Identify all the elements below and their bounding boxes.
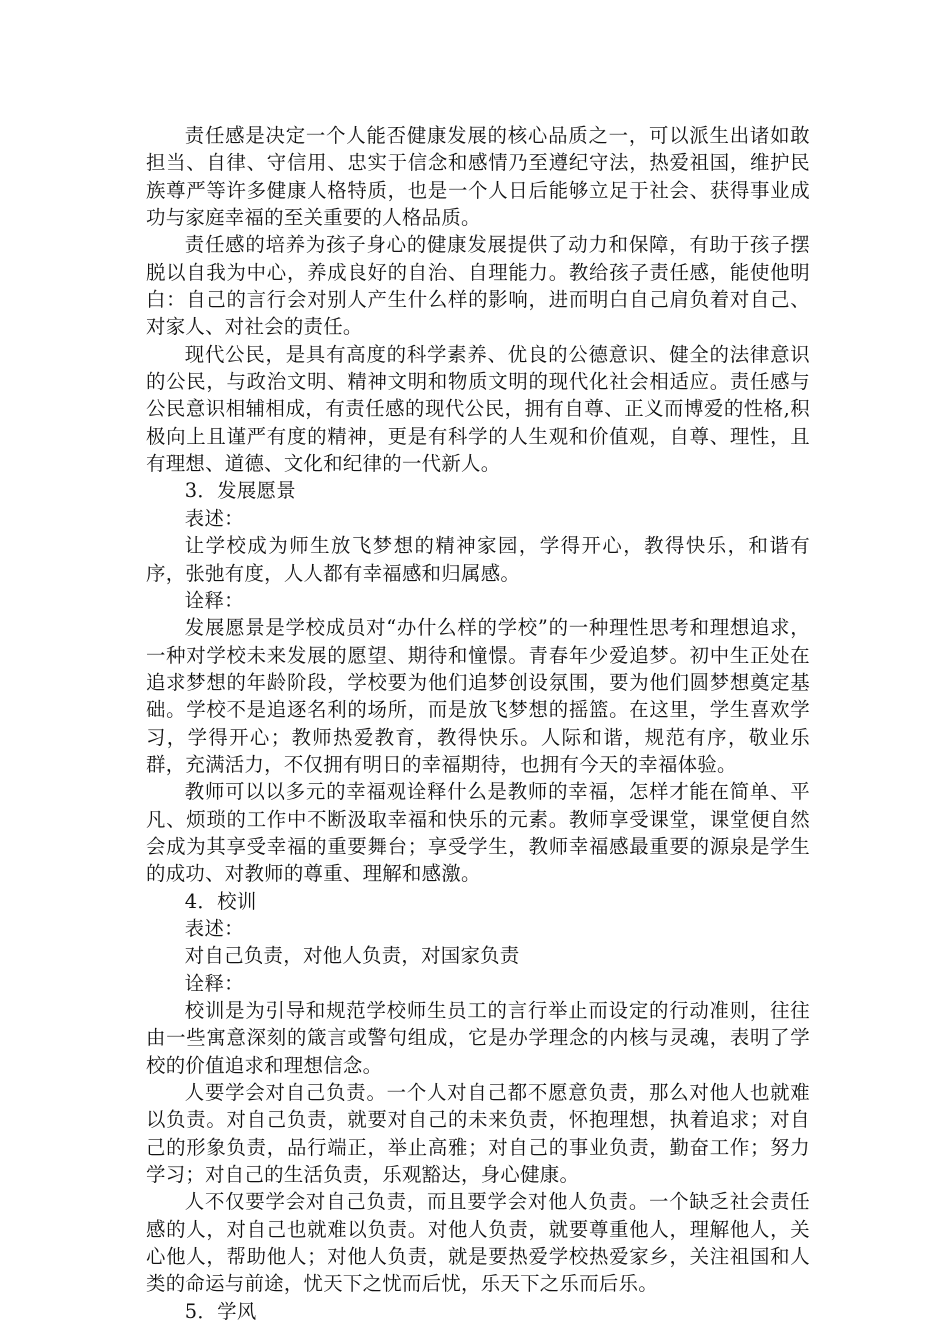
paragraph: 现代公民，是具有高度的科学素养、优良的公德意识、健全的法律意识的公民，与政治文明、精神文明和物质文明的现代化社会相适应。责任感与公民意识相辅相成，有责任感的现代公民，拥有自尊、正义而博爱的性格,积极向上且谨严有度的精神，更是有科学的人生观和价值观，自尊、理性，且有理想、道德、文化和纪律的一代新人。 <box>146 342 810 476</box>
sub-label: 诠释： <box>184 588 244 612</box>
paragraph: 教师可以以多元的幸福观诠释什么是教师的幸福，怎样才能在简单、平凡、烦琐的工作中不断汲取幸福和快乐的元素。教师享受课堂，课堂便自然会成为其享受幸福的重要舞台；享受学生，教师幸福感最重要的源泉是学生的成功、对教师的尊重、理解和感激。 <box>146 780 810 886</box>
sub-label: 表述： <box>184 506 244 530</box>
paragraph: 责任感是决定一个人能否健康发展的核心品质之一，可以派生出诸如敢担当、自律、守信用、忠实于信念和感情乃至遵纪守法，热爱祖国，维护民族尊严等许多健康人格特质，也是一个人日后能够立足于社会、获得事业成功与家庭幸福的至关重要的人格品质。 <box>146 124 810 230</box>
paragraph: 校训是为引导和规范学校师生员工的言行举止而设定的行动准则，往往由一些寓意深刻的箴言或警句组成，它是办学理念的内核与灵魂，表明了学校的价值追求和理想信念。 <box>146 999 810 1077</box>
section-heading: 5．学风 <box>184 1299 257 1323</box>
section-heading: 4．校训 <box>184 889 257 913</box>
paragraph: 责任感的培养为孩子身心的健康发展提供了动力和保障，有助于孩子摆脱以自我为中心，养成良好的自治、自理能力。教给孩子责任感，能使他明白：自己的言行会对别人产生什么样的影响，进而明白自己肩负着对自己、对家人、对社会的责任。 <box>146 233 810 339</box>
sub-label: 诠释： <box>184 971 244 995</box>
paragraph: 对自己负责，对他人负责，对国家负责 <box>184 944 520 968</box>
paragraph: 人不仅要学会对自己负责，而且要学会对他人负责。一个缺乏社会责任感的人，对自己也就难以负责。对他人负责，就要尊重他人，理解他人，关心他人，帮助他人；对他人负责，就是要热爱学校热爱家乡，关注祖国和人类的命运与前途，忧天下之忧而后忧，乐天下之乐而后乐。 <box>146 1190 810 1296</box>
document-body <box>146 122 810 1325</box>
sub-label: 表述： <box>184 916 244 940</box>
section-heading: 3．发展愿景 <box>184 479 296 503</box>
paragraph: 发展愿景是学校成员对“办什么样的学校”的一种理性思考和理想追求，一种对学校未来发展的愿望、期待和憧憬。青春年少爱追梦。初中生正处在追求梦想的年龄阶段，学校要为他们追梦创设氛围，要为他们圆梦想奠定基础。学校不是追逐名利的场所，而是放飞梦想的摇篮。在这里，学生喜欢学习，学得开心；教师热爱教育，教得快乐。人际和谐，规范有序，敬业乐群，充满活力，不仅拥有明日的幸福期待，也拥有今天的幸福体验。 <box>146 616 810 776</box>
paragraph: 人要学会对自己负责。一个人对自己都不愿意负责，那么对他人也就难以负责。对自己负责，就要对自己的未来负责，怀抱理想，执着追求；对自己的形象负责，品行端正，举止高雅；对自己的事业负责，勤奋工作；努力学习；对自己的生活负责，乐观豁达，身心健康。 <box>146 1081 810 1187</box>
paragraph: 让学校成为师生放飞梦想的精神家园，学得开心，教得快乐，和谐有序，张弛有度，人人都有幸福感和归属感。 <box>146 534 810 585</box>
